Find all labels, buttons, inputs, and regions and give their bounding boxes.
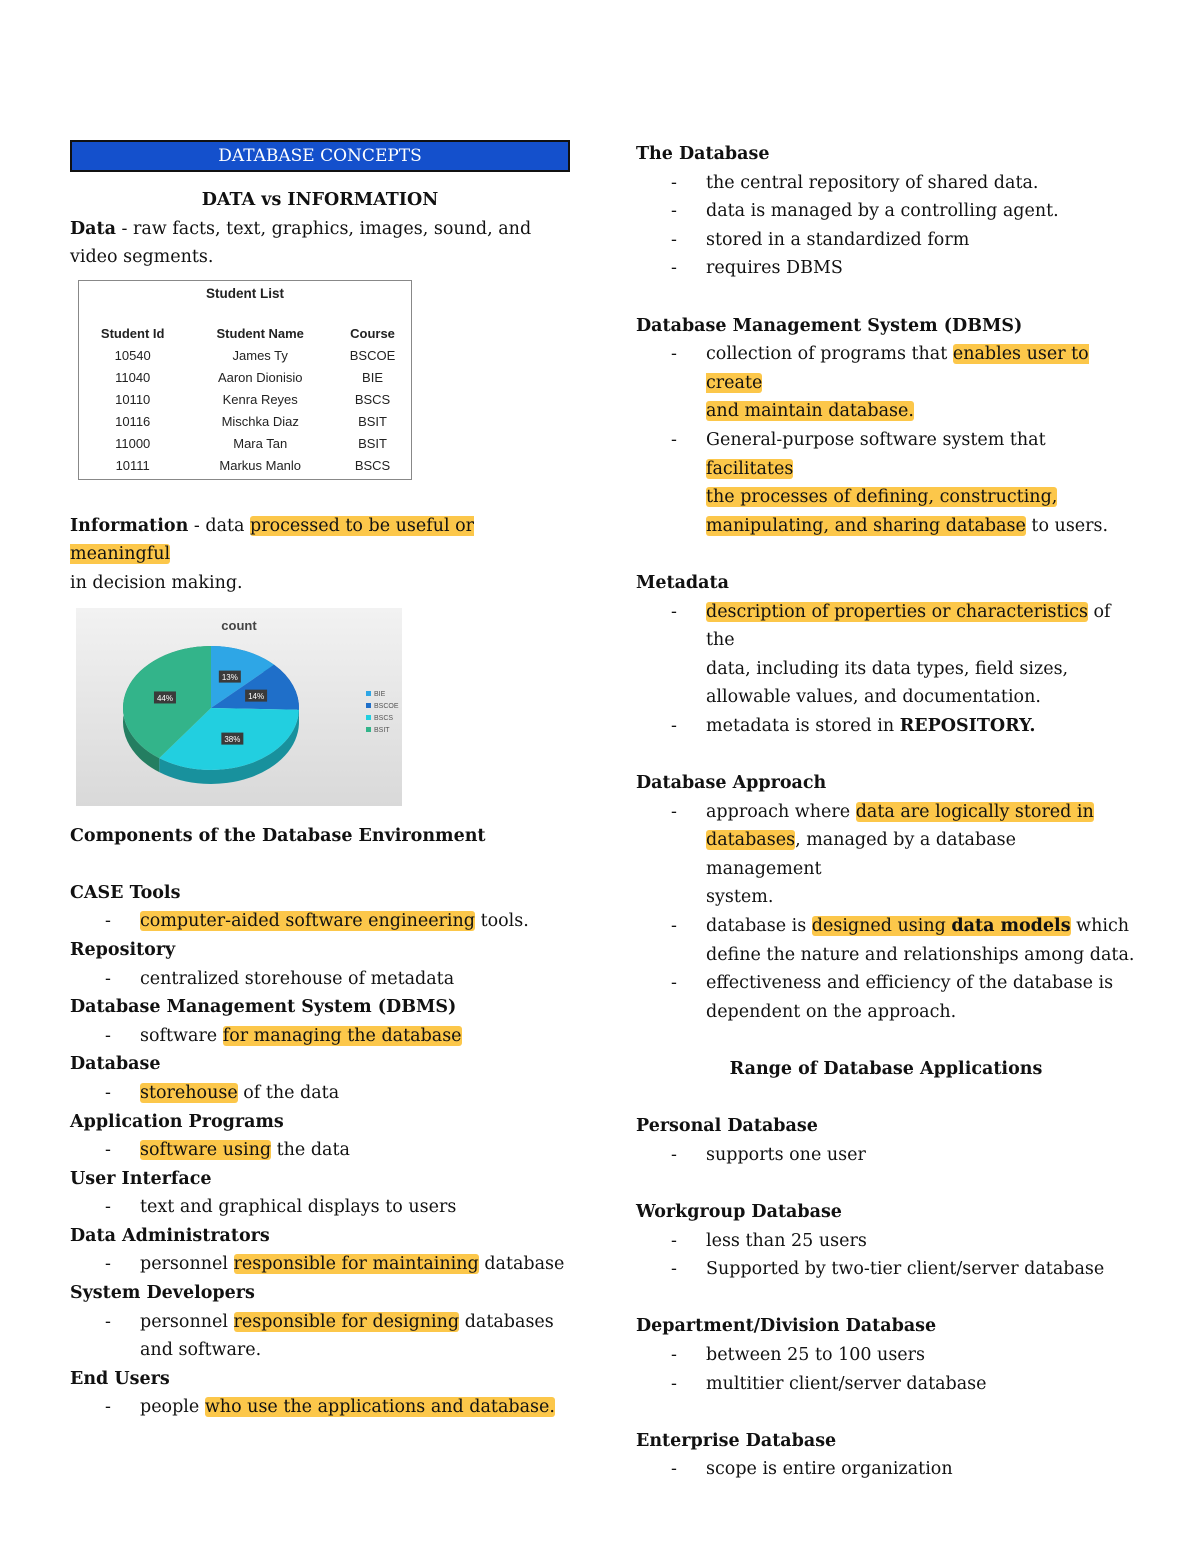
list-item — [70, 907, 570, 936]
legend-swatch — [366, 715, 371, 720]
list-item: - scope is entire organization — [636, 1455, 1136, 1484]
item-text: the data — [271, 1140, 350, 1161]
title-banner: DATABASE CONCEPTS — [70, 140, 570, 172]
legend-label: BSCS — [374, 714, 394, 722]
list-item — [636, 912, 1136, 969]
item-text: approach where — [706, 801, 856, 822]
data-label: 44% — [156, 693, 173, 703]
component-end-users — [70, 1365, 570, 1422]
component-title: Repository — [70, 939, 176, 960]
pie-chart-svg — [76, 608, 402, 806]
student-list-table — [78, 280, 412, 480]
table-cell: BSCS — [354, 392, 391, 408]
item-text: database — [478, 1254, 565, 1275]
list-item: - requires DBMS — [636, 254, 1136, 283]
component-title: End Users — [70, 1368, 170, 1389]
legend-label: BIE — [374, 690, 386, 698]
item-text: software — [140, 1025, 223, 1046]
item-text: personnel — [140, 1311, 234, 1332]
table-cell: 10111 — [115, 458, 150, 474]
item-text: collection of programs that — [706, 344, 953, 365]
list-item — [70, 1393, 570, 1422]
component-title: CASE Tools — [70, 882, 181, 903]
highlight: databases — [706, 830, 796, 851]
highlight: responsible for maintaining — [233, 1254, 479, 1275]
legend-swatch — [366, 691, 371, 696]
range-title: Personal Database — [636, 1116, 818, 1137]
list-item — [636, 598, 1136, 712]
information-term: Information — [70, 515, 189, 536]
highlight: for managing the database — [222, 1025, 462, 1046]
highlight: processed to be useful or meaningful — [70, 515, 475, 565]
highlight-text-bold: data models — [951, 916, 1071, 937]
metadata-heading: Metadata — [636, 572, 729, 593]
component-user-interface — [70, 1165, 570, 1222]
item-text: databases — [459, 1311, 554, 1332]
data-definition-cont: video segments. — [70, 247, 214, 268]
highlight — [812, 916, 1071, 936]
table-cell: 11000 — [115, 436, 151, 452]
range-title: Department/Division Database — [636, 1316, 937, 1337]
highlight: software using — [140, 1140, 272, 1161]
component-application-programs — [70, 1108, 570, 1165]
component-title: System Developers — [70, 1283, 255, 1304]
information-text: - data — [188, 515, 251, 536]
data-label: 13% — [221, 672, 238, 682]
pie-chart — [76, 608, 402, 806]
list-item: - data is managed by a controlling agent. — [636, 197, 1136, 226]
highlight: computer-aided software engineering — [140, 911, 475, 932]
data-label: 14% — [248, 691, 265, 701]
list-item: - less than 25 users — [636, 1227, 1136, 1256]
item-text-bold: REPOSITORY. — [899, 715, 1036, 736]
item-text: metadata is stored in — [706, 715, 900, 736]
table-cell: Mischka Diaz — [221, 414, 299, 430]
legend-swatch — [366, 703, 371, 708]
data-label: 38% — [224, 734, 241, 744]
highlight: manipulating, and sharing database — [706, 515, 1026, 536]
component-database — [70, 1050, 570, 1107]
component-case-tools — [70, 879, 570, 936]
table-row — [79, 389, 411, 411]
item-text: define the nature and relationships among data. — [706, 944, 1135, 965]
highlight: facilitates — [706, 458, 794, 479]
component-system-developers — [70, 1279, 570, 1365]
item-text: dependent on the approach. — [706, 1001, 957, 1022]
item-text: of the data — [237, 1082, 340, 1103]
list-item: - multitier client/server database — [636, 1370, 1136, 1399]
table-row — [79, 367, 411, 389]
table-cell: 11040 — [115, 370, 151, 386]
item-text: database is — [706, 916, 812, 937]
legend-label: BSCOE — [374, 702, 399, 710]
range-title: Workgroup Database — [636, 1201, 842, 1222]
list-item — [70, 1193, 570, 1222]
dbms-heading: Database Management System (DBMS) — [636, 315, 1023, 336]
legend-label: BSIT — [374, 726, 390, 734]
component-data-administrators — [70, 1222, 570, 1279]
section-heading-data-vs-information: DATA vs INFORMATION — [201, 190, 439, 210]
component-title: Application Programs — [70, 1111, 284, 1132]
components-list — [70, 879, 570, 1422]
item-text: text and graphical displays to users — [140, 1197, 457, 1218]
list-item: - between 25 to 100 users — [636, 1341, 1136, 1370]
item-text: to users. — [1025, 515, 1109, 536]
component-title: Data Administrators — [70, 1225, 270, 1246]
approach-heading: Database Approach — [636, 773, 827, 794]
highlight: and maintain database. — [706, 401, 914, 422]
list-item: - supports one user — [636, 1141, 1136, 1170]
table-header: Course — [350, 326, 395, 342]
data-definition — [70, 215, 570, 244]
table-row — [79, 455, 411, 477]
table-cell: Mara Tan — [233, 436, 288, 452]
list-item — [636, 340, 1136, 426]
component-title: User Interface — [70, 1168, 212, 1189]
highlight: who use the applications and database. — [204, 1397, 555, 1418]
table-header: Student Id — [100, 326, 165, 342]
table-cell: Markus Manlo — [219, 458, 302, 474]
table-cell: BSCS — [354, 458, 391, 474]
list-item — [70, 965, 570, 994]
item-text: allowable values, and documentation. — [706, 687, 1041, 708]
highlight-text: designed using — [811, 916, 952, 937]
table-cell: 10540 — [114, 348, 151, 364]
component-repository — [70, 936, 570, 993]
highlight: description of properties or characteristics — [706, 601, 1088, 622]
table-cell: BSIT — [358, 414, 387, 430]
highlight: responsible for designing — [233, 1311, 460, 1332]
item-text: and software. — [140, 1340, 262, 1361]
list-item — [70, 1250, 570, 1279]
left-column — [70, 140, 570, 1422]
item-text: effectiveness and efficiency of the database is — [706, 973, 1114, 994]
range-title: Enterprise Database — [636, 1430, 837, 1451]
highlight: storehouse — [140, 1082, 238, 1103]
data-definition-text: - raw facts, text, graphics, images, sound, and — [115, 218, 532, 239]
table-cell: Aaron Dionisio — [217, 370, 303, 386]
table-header: Student Name — [216, 326, 304, 342]
item-text: data, including its data types, field sizes, — [706, 658, 1069, 679]
list-item — [636, 969, 1136, 1026]
information-definition — [70, 512, 570, 569]
table-cell: BSCOE — [349, 348, 396, 364]
components-heading: Components of the Database Environment — [70, 825, 486, 846]
list-item — [636, 712, 1136, 741]
component-dbms — [70, 993, 570, 1050]
list-item — [636, 798, 1136, 912]
component-title: Database Management System (DBMS) — [70, 997, 457, 1018]
item-text: system. — [706, 887, 774, 908]
item-text: personnel — [140, 1254, 234, 1275]
list-item — [636, 426, 1136, 540]
list-item — [70, 1022, 570, 1051]
table-cell: James Ty — [232, 348, 288, 364]
highlight: enables user to create — [706, 344, 1089, 393]
item-text: centralized storehouse of metadata — [140, 968, 455, 989]
table-row — [79, 411, 411, 433]
table-row — [79, 345, 411, 367]
list-item — [70, 1136, 570, 1165]
item-text: tools. — [475, 911, 529, 932]
table-cell: 10116 — [115, 414, 151, 430]
information-definition-cont: in decision making. — [70, 572, 243, 593]
item-text: , managed by a database management — [706, 830, 1016, 879]
list-item: - stored in a standardized form — [636, 226, 1136, 255]
item-text: General-purpose software system that — [706, 429, 1046, 450]
highlight: the processes of defining, constructing, — [706, 487, 1058, 508]
right-column — [636, 140, 1136, 1484]
table-cell: 10110 — [115, 392, 151, 408]
highlight: data are logically stored in — [855, 801, 1094, 822]
component-title: Database — [70, 1054, 161, 1075]
table-cell: BSIT — [358, 436, 387, 452]
range-heading: Range of Database Applications — [729, 1059, 1043, 1079]
table-row — [79, 433, 411, 455]
item-text: which — [1070, 916, 1130, 937]
item-text: people — [140, 1397, 205, 1418]
list-item — [70, 1079, 570, 1108]
legend-swatch — [366, 727, 371, 732]
list-item: - the central repository of shared data. — [636, 169, 1136, 198]
table-cell: Kenra Reyes — [222, 392, 298, 408]
item-text: of the — [706, 601, 1111, 651]
chart-title: count — [221, 617, 257, 633]
table-caption: Student List — [206, 286, 284, 302]
list-item — [70, 1308, 570, 1365]
list-item: - Supported by two-tier client/server database — [636, 1255, 1136, 1284]
the-database-heading: The Database — [636, 144, 770, 164]
data-term: Data — [70, 218, 116, 239]
table-cell: BIE — [362, 370, 384, 386]
